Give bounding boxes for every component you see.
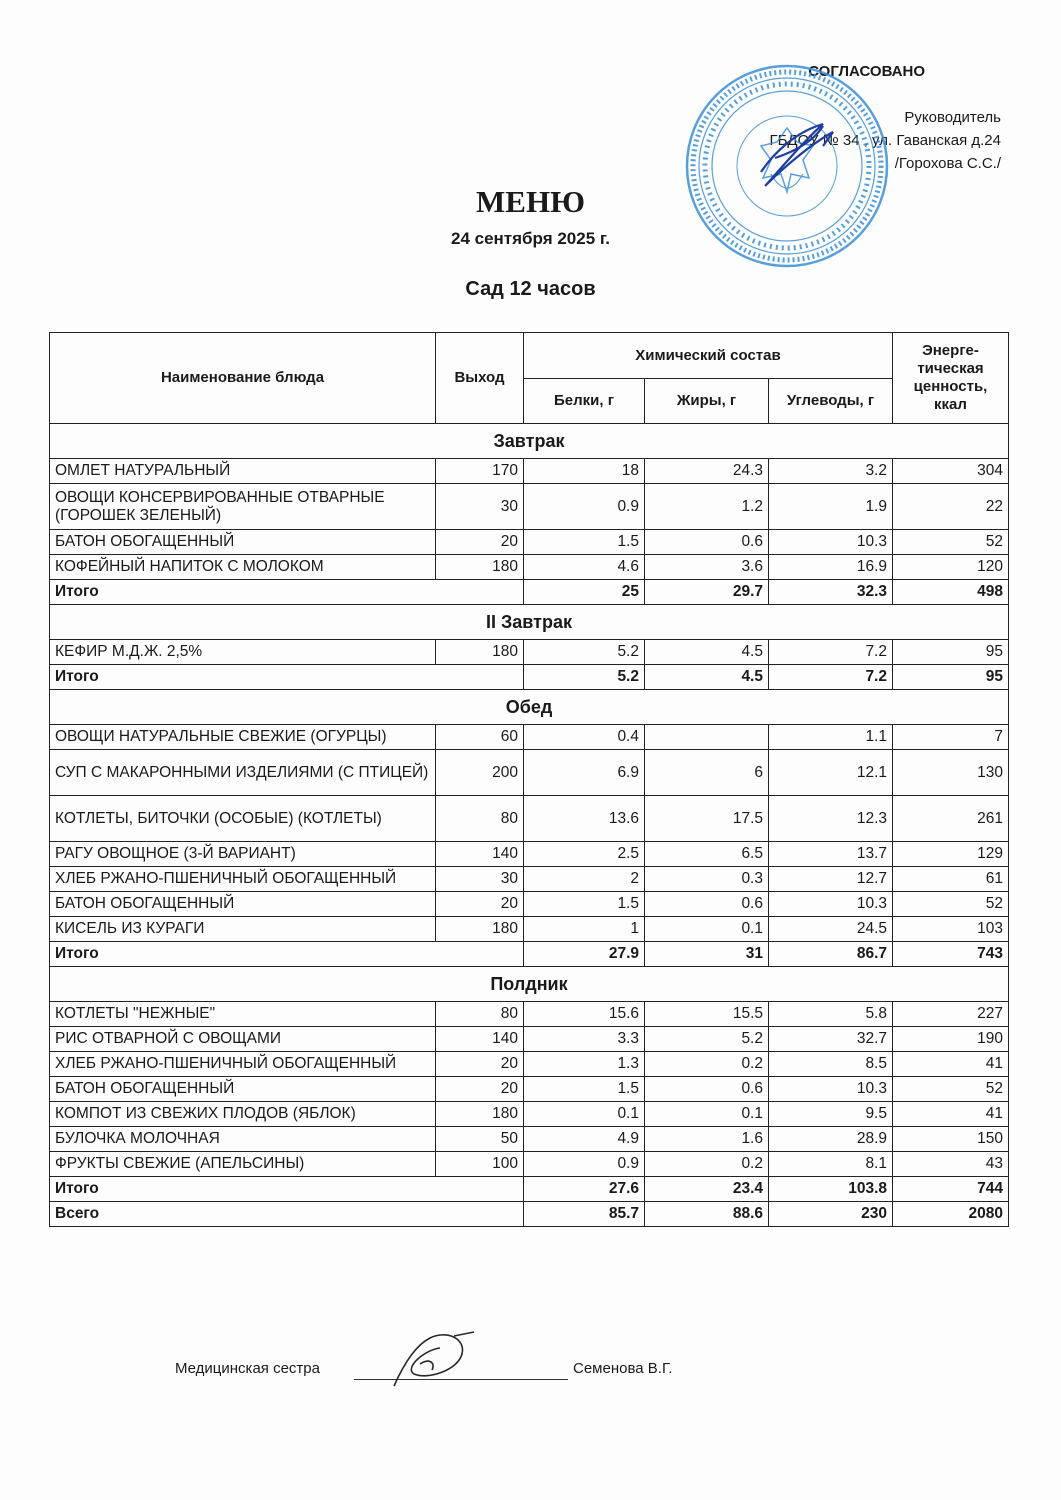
dish-name: КОТЛЕТЫ, БИТОЧКИ (ОСОБЫЕ) (КОТЛЕТЫ) [50,796,436,842]
dish-carb: 9.5 [769,1102,893,1127]
dish-kcal: 43 [893,1152,1009,1177]
section-row [50,605,1009,640]
dish-yield: 200 [436,750,524,796]
dish-carb: 32.7 [769,1027,893,1052]
total-protein: 5.2 [524,665,645,690]
total-protein: 27.9 [524,942,645,967]
dish-protein: 1 [524,917,645,942]
table-row [50,1127,1009,1152]
total-carb: 86.7 [769,942,893,967]
dish-yield: 20 [436,1052,524,1077]
dish-carb: 7.2 [769,640,893,665]
total-label: Итого [50,1177,524,1202]
dish-name: СУП С МАКАРОННЫМИ ИЗДЕЛИЯМИ (С ПТИЦЕЙ) [50,750,436,796]
grand-total-row [50,1202,1009,1227]
table-row [50,867,1009,892]
footer-name: Семенова В.Г. [573,1360,673,1377]
dish-name: КОМПОТ ИЗ СВЕЖИХ ПЛОДОВ (ЯБЛОК) [50,1102,436,1127]
dish-carb: 3.2 [769,459,893,484]
dish-kcal: 304 [893,459,1009,484]
dish-yield: 140 [436,842,524,867]
table-row [50,917,1009,942]
total-fat: 23.4 [645,1177,769,1202]
dish-fat: 15.5 [645,1002,769,1027]
dish-kcal: 120 [893,555,1009,580]
column-header-protein: Белки, г [524,379,645,424]
dish-carb: 1.9 [769,484,893,530]
section-title: II Завтрак [50,605,1009,640]
table-row [50,484,1009,530]
dish-kcal: 103 [893,917,1009,942]
dish-carb: 8.5 [769,1052,893,1077]
approval-organization: ГБДОУ № 34 , ул. Гаванская д.24 [769,132,1001,149]
total-carb: 103.8 [769,1177,893,1202]
dish-protein: 0.1 [524,1102,645,1127]
dish-carb: 12.1 [769,750,893,796]
approval-name: /Горохова С.С./ [894,155,1001,172]
total-row [50,1177,1009,1202]
table-row [50,555,1009,580]
menu-table [49,332,1009,1227]
dish-name: КИСЕЛЬ ИЗ КУРАГИ [50,917,436,942]
dish-protein: 0.4 [524,725,645,750]
table-row [50,750,1009,796]
dish-protein: 15.6 [524,1002,645,1027]
dish-yield: 20 [436,1077,524,1102]
dish-name: РАГУ ОВОЩНОЕ (3-Й ВАРИАНТ) [50,842,436,867]
nurse-signature [384,1328,484,1392]
dish-carb: 8.1 [769,1152,893,1177]
dish-name: ХЛЕБ РЖАНО-ПШЕНИЧНЫЙ ОБОГАЩЕННЫЙ [50,867,436,892]
dish-fat: 6 [645,750,769,796]
dish-carb: 16.9 [769,555,893,580]
total-kcal: 95 [893,665,1009,690]
dish-kcal: 130 [893,750,1009,796]
dish-yield: 180 [436,1102,524,1127]
dish-kcal: 7 [893,725,1009,750]
total-row [50,580,1009,605]
dish-kcal: 41 [893,1052,1009,1077]
dish-yield: 180 [436,917,524,942]
dish-fat [645,725,769,750]
dish-yield: 30 [436,484,524,530]
dish-fat: 24.3 [645,459,769,484]
approval-heading: СОГЛАСОВАНО [808,63,925,80]
total-row [50,942,1009,967]
total-fat: 31 [645,942,769,967]
dish-protein: 5.2 [524,640,645,665]
dish-protein: 1.3 [524,1052,645,1077]
dish-fat: 0.6 [645,530,769,555]
dish-kcal: 190 [893,1027,1009,1052]
column-header-chemical: Химический состав [524,333,893,379]
column-header-fat: Жиры, г [645,379,769,424]
dish-yield: 170 [436,459,524,484]
dish-fat: 6.5 [645,842,769,867]
section-title: Обед [50,690,1009,725]
dish-fat: 0.1 [645,917,769,942]
dish-kcal: 52 [893,1077,1009,1102]
table-row [50,1027,1009,1052]
table-row [50,1102,1009,1127]
dish-protein: 2 [524,867,645,892]
dish-fat: 5.2 [645,1027,769,1052]
section-row [50,424,1009,459]
dish-name: БУЛОЧКА МОЛОЧНАЯ [50,1127,436,1152]
dish-fat: 0.6 [645,1077,769,1102]
dish-yield: 20 [436,892,524,917]
dish-protein: 3.3 [524,1027,645,1052]
dish-kcal: 129 [893,842,1009,867]
total-protein: 27.6 [524,1177,645,1202]
section-title: Полдник [50,967,1009,1002]
total-kcal: 744 [893,1177,1009,1202]
dish-name: КОФЕЙНЫЙ НАПИТОК С МОЛОКОМ [50,555,436,580]
dish-carb: 28.9 [769,1127,893,1152]
grand-total-fat: 88.6 [645,1202,769,1227]
dish-protein: 13.6 [524,796,645,842]
section-row [50,967,1009,1002]
table-row [50,892,1009,917]
total-fat: 29.7 [645,580,769,605]
table-row [50,530,1009,555]
dish-kcal: 95 [893,640,1009,665]
total-kcal: 743 [893,942,1009,967]
dish-name: ХЛЕБ РЖАНО-ПШЕНИЧНЫЙ ОБОГАЩЕННЫЙ [50,1052,436,1077]
dish-yield: 100 [436,1152,524,1177]
dish-yield: 80 [436,1002,524,1027]
dish-carb: 10.3 [769,530,893,555]
dish-fat: 3.6 [645,555,769,580]
dish-carb: 13.7 [769,842,893,867]
dish-protein: 6.9 [524,750,645,796]
total-fat: 4.5 [645,665,769,690]
total-label: Итого [50,942,524,967]
total-carb: 32.3 [769,580,893,605]
dish-protein: 0.9 [524,484,645,530]
grand-total-kcal: 2080 [893,1202,1009,1227]
dish-yield: 180 [436,640,524,665]
dish-fat: 0.2 [645,1152,769,1177]
column-header-yield: Выход [436,333,524,424]
total-row [50,665,1009,690]
dish-kcal: 52 [893,892,1009,917]
dish-name: БАТОН ОБОГАЩЕННЫЙ [50,892,436,917]
dish-fat: 1.2 [645,484,769,530]
column-header-name: Наименование блюда [50,333,436,424]
dish-name: ОМЛЕТ НАТУРАЛЬНЫЙ [50,459,436,484]
grand-total-carb: 230 [769,1202,893,1227]
dish-name: БАТОН ОБОГАЩЕННЫЙ [50,530,436,555]
dish-carb: 12.3 [769,796,893,842]
total-kcal: 498 [893,580,1009,605]
dish-carb: 10.3 [769,1077,893,1102]
grand-total-protein: 85.7 [524,1202,645,1227]
total-protein: 25 [524,580,645,605]
table-row [50,459,1009,484]
dish-protein: 18 [524,459,645,484]
table-row [50,1002,1009,1027]
total-label: Итого [50,665,524,690]
dish-yield: 30 [436,867,524,892]
footer-role: Медицинская сестра [175,1360,320,1377]
dish-protein: 4.9 [524,1127,645,1152]
dish-fat: 0.3 [645,867,769,892]
grand-total-label: Всего [50,1202,524,1227]
menu-table-body [50,424,1009,1227]
dish-protein: 1.5 [524,1077,645,1102]
dish-name: ФРУКТЫ СВЕЖИЕ (АПЕЛЬСИНЫ) [50,1152,436,1177]
dish-fat: 0.6 [645,892,769,917]
dish-protein: 2.5 [524,842,645,867]
dish-fat: 1.6 [645,1127,769,1152]
dish-yield: 20 [436,530,524,555]
total-carb: 7.2 [769,665,893,690]
dish-carb: 10.3 [769,892,893,917]
section-row [50,690,1009,725]
dish-yield: 50 [436,1127,524,1152]
dish-kcal: 261 [893,796,1009,842]
dish-protein: 1.5 [524,892,645,917]
dish-name: БАТОН ОБОГАЩЕННЫЙ [50,1077,436,1102]
dish-protein: 4.6 [524,555,645,580]
section-title: Завтрак [50,424,1009,459]
column-header-energy: Энерге-тическая ценность, ккал [893,333,1009,424]
dish-carb: 12.7 [769,867,893,892]
table-row [50,842,1009,867]
dish-carb: 24.5 [769,917,893,942]
dish-name: ОВОЩИ КОНСЕРВИРОВАННЫЕ ОТВАРНЫЕ (ГОРОШЕК ЗЕЛЕНЫЙ) [50,484,436,530]
dish-kcal: 52 [893,530,1009,555]
dish-yield: 140 [436,1027,524,1052]
dish-fat: 0.2 [645,1052,769,1077]
dish-fat: 4.5 [645,640,769,665]
dish-name: КОТЛЕТЫ "НЕЖНЫЕ" [50,1002,436,1027]
dish-fat: 0.1 [645,1102,769,1127]
dish-kcal: 150 [893,1127,1009,1152]
dish-kcal: 22 [893,484,1009,530]
table-row [50,796,1009,842]
table-row [50,1077,1009,1102]
dish-carb: 5.8 [769,1002,893,1027]
table-row [50,640,1009,665]
dish-name: РИС ОТВАРНОЙ С ОВОЩАМИ [50,1027,436,1052]
dish-kcal: 41 [893,1102,1009,1127]
dish-yield: 60 [436,725,524,750]
dish-fat: 17.5 [645,796,769,842]
menu-date: 24 сентября 2025 г. [450,229,610,248]
approval-role: Руководитель [904,109,1001,126]
dish-name: ОВОЩИ НАТУРАЛЬНЫЕ СВЕЖИЕ (ОГУРЦЫ) [50,725,436,750]
dish-protein: 0.9 [524,1152,645,1177]
dish-kcal: 227 [893,1002,1009,1027]
page-title: МЕНЮ [476,184,585,219]
total-label: Итого [50,580,524,605]
table-row [50,725,1009,750]
column-header-carb: Углеводы, г [769,379,893,424]
dish-protein: 1.5 [524,530,645,555]
table-row [50,1052,1009,1077]
menu-subtitle: Сад 12 часов [465,278,596,300]
dish-yield: 80 [436,796,524,842]
table-row [50,1152,1009,1177]
dish-name: КЕФИР М.Д.Ж. 2,5% [50,640,436,665]
dish-carb: 1.1 [769,725,893,750]
dish-yield: 180 [436,555,524,580]
dish-kcal: 61 [893,867,1009,892]
